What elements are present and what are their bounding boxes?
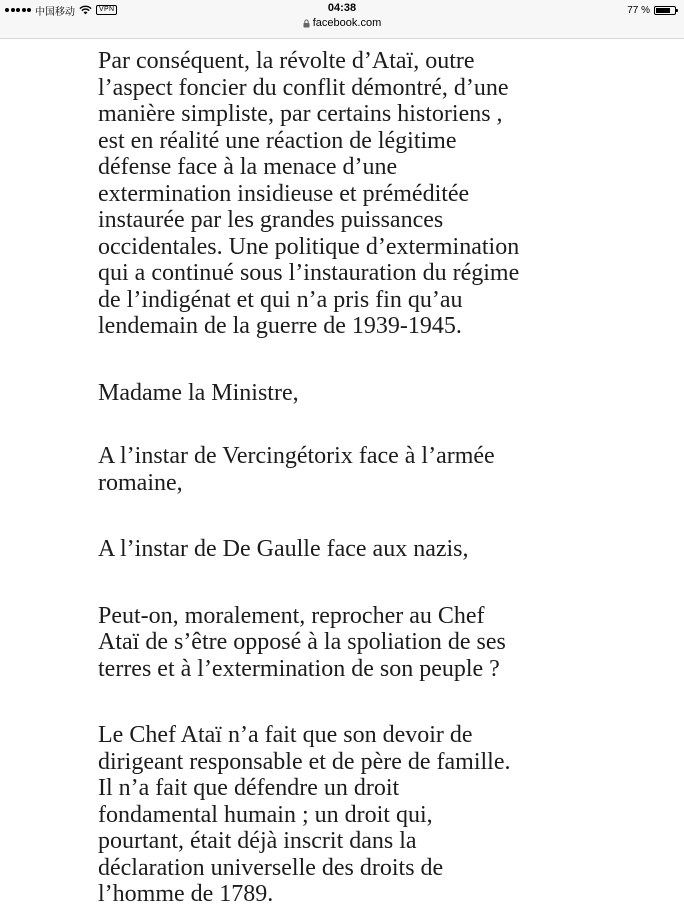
text-line: Ataï de s’être opposé à la spoliation de ses — [98, 629, 506, 655]
paragraph-de-gaulle — [98, 536, 618, 563]
status-right — [627, 3, 676, 17]
text-line: A l’instar de Vercingétorix face à l’armée — [98, 443, 495, 469]
text-line: Madame la Ministre, — [98, 379, 299, 406]
battery-percent: 77 % — [627, 4, 650, 16]
paragraph-salutation — [98, 380, 618, 407]
address-bar[interactable] — [0, 17, 684, 29]
clock: 04:38 — [327, 2, 357, 14]
text-line: terres et à l’extermination de son peuple ? — [98, 655, 500, 682]
carrier-name: 中国移动 — [35, 6, 75, 18]
paragraph-vercingetorix — [98, 443, 618, 496]
text-line: l’aspect foncier du conflit démontré, d’une — [98, 74, 509, 101]
text-line: fondamental humain ; un droit qui, — [98, 801, 433, 828]
text-line: déclaration universelle des droits de — [98, 854, 444, 881]
text-line: dirigeant responsable et de père de famille. — [98, 748, 511, 775]
text-line: romaine, — [98, 469, 183, 496]
text-line: pourtant, était déjà inscrit dans la — [98, 828, 417, 854]
article-body — [98, 48, 618, 908]
text-line: Par conséquent, la révolte d’Ataï, outre — [98, 48, 475, 74]
paragraph-revolte — [98, 48, 618, 340]
text-line: Peut-on, moralement, reprocher au Chef — [98, 602, 485, 629]
text-line: l’homme de 1789. — [98, 881, 274, 907]
paragraph-devoir — [98, 722, 618, 908]
url-text[interactable]: facebook.com — [312, 17, 382, 29]
text-line: qui a continué sous l’instauration du régime — [98, 260, 520, 286]
text-line: est en réalité une réaction de légitime — [98, 127, 457, 154]
text-line: manière simpliste, par certains historiens , — [98, 101, 503, 127]
text-line: instaurée par les grandes puissances — [98, 207, 444, 233]
text-line: occidentales. Une politique d’extermination — [98, 233, 520, 260]
text-line: défense face à la menace d’une — [98, 154, 398, 180]
text-line: extermination insidieuse et préméditée — [98, 180, 470, 207]
text-line: de l’indigénat et qui n’a pris fin qu’au — [98, 286, 463, 313]
text-line: A l’instar de De Gaulle face aux nazis, — [98, 536, 469, 562]
lock-icon — [303, 19, 310, 28]
battery-icon — [654, 6, 676, 15]
vpn-badge: VPN — [96, 5, 117, 15]
status-bar — [0, 0, 684, 39]
text-line: Il n’a fait que défendre un droit — [98, 775, 400, 801]
text-line: lendemain de la guerre de 1939-1945. — [98, 313, 462, 339]
paragraph-question — [98, 603, 618, 683]
text-line: Le Chef Ataï n’a fait que son devoir de — [98, 722, 473, 748]
